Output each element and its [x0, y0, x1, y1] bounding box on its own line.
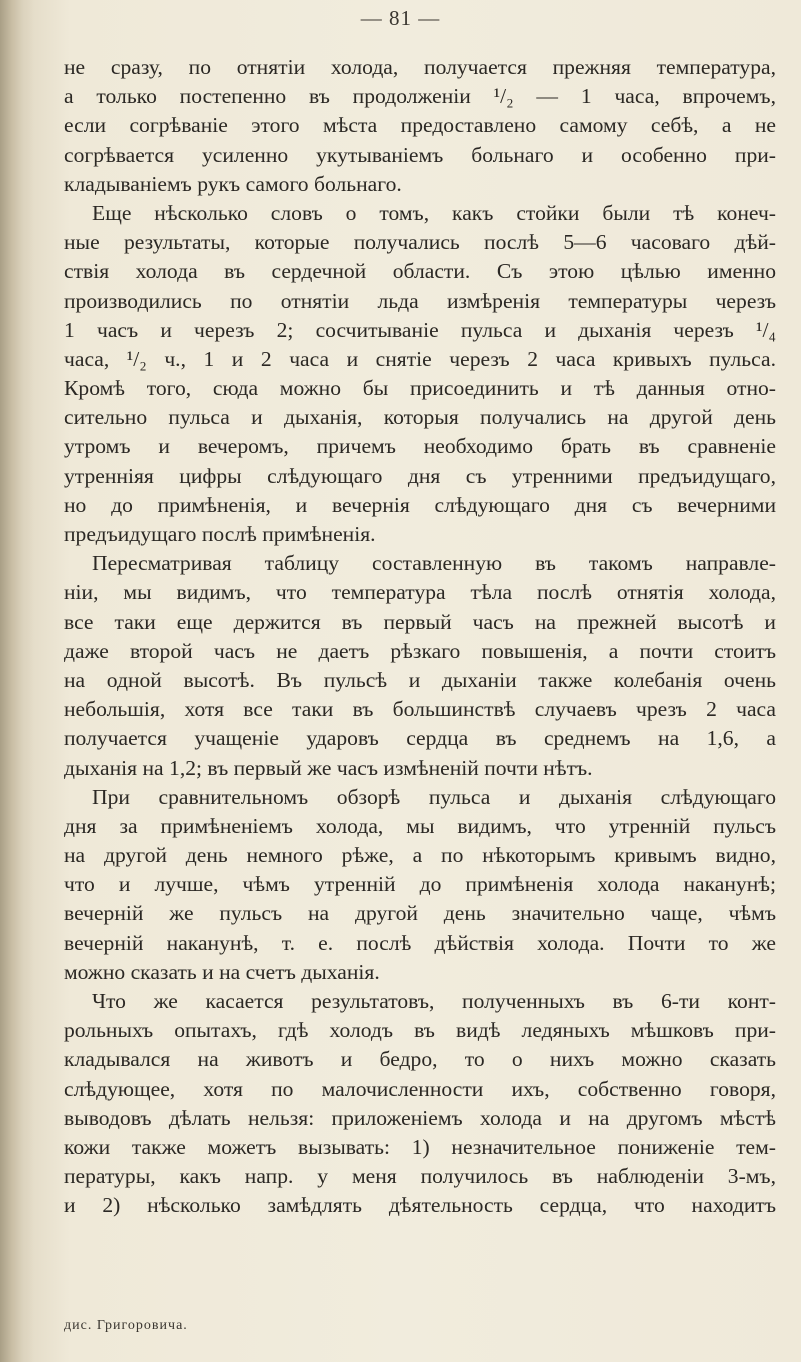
text-line: ные результаты, которые получались послѣ 5—6 часоваго дѣй-	[64, 230, 776, 255]
text-line: дня за примѣненіемъ холода, мы видимъ, что утренній пульсъ	[64, 813, 776, 838]
text-line: Что же касается результатовъ, полученныхъ въ 6-ти конт-	[92, 989, 776, 1013]
text-line: все таки еще держится въ первый часъ на прежней высотѣ и	[64, 609, 776, 634]
text-line: Кромѣ того, сюда можно бы присоединить и тѣ данныя отно-	[64, 376, 776, 401]
text-line: на одной высотѣ. Въ пульсѣ и дыханіи также колебанія очень	[64, 667, 776, 692]
text-line: рольныхъ опытахъ, гдѣ холодъ въ видѣ ледяныхъ мѣшковъ при-	[64, 1018, 776, 1043]
text-line: часа, ¹/₂ ч., 1 и 2 часа и снятіе черезъ 2 часа кривыхъ пульса.	[64, 346, 776, 371]
text-line: кожи также можетъ вызывать: 1) незначительное пониженіе тем-	[64, 1134, 776, 1159]
text-line: кладываніемъ рукъ самого больнаго.	[64, 171, 402, 196]
text-line: вечерній же пульсъ на другой день значительно чаще, чѣмъ	[64, 901, 776, 926]
text-line: на другой день немного рѣже, а по нѣкоторымъ кривымъ видно,	[64, 843, 776, 868]
text-line: даже второй часъ не даетъ рѣзкаго повышенія, а почти стоитъ	[64, 638, 776, 663]
text-line: утромъ и вечеромъ, причемъ необходимо брать въ сравненіе	[64, 434, 776, 459]
text-line: ніи, мы видимъ, что температура тѣла послѣ отнятія холода,	[64, 580, 776, 605]
text-line: вечерній наканунѣ, т. е. послѣ дѣйствія холода. Почти то же	[64, 930, 776, 955]
text-line: кладывался на животъ и бедро, то о нихъ можно сказать	[64, 1047, 776, 1072]
text-line: и 2) нѣсколько замѣдлять дѣятельность сердца, что находитъ	[64, 1193, 776, 1218]
text-line: получается учащеніе ударовъ сердца въ среднемъ на 1,6, а	[64, 726, 776, 751]
text-line: предъидущаго послѣ примѣненія.	[64, 522, 376, 546]
text-line: Еще нѣсколько словъ о томъ, какъ стойки были тѣ конеч-	[92, 200, 776, 225]
text-line: пературы, какъ напр. у меня получилось въ наблюденіи 3-мъ,	[64, 1164, 776, 1189]
signature-footnote: дис. Григоровича.	[64, 1318, 188, 1333]
text-line: сительно пульса и дыханія, которыя получались на другой день	[64, 405, 776, 430]
text-line: 1 часъ и черезъ 2; сосчитываніе пульса и дыханія черезъ ¹/₄	[64, 317, 776, 342]
text-line: выводовъ дѣлать нельзя: приложеніемъ холода и на другомъ мѣстѣ	[64, 1105, 776, 1130]
binding-edge	[0, 0, 34, 1362]
text-body	[64, 53, 776, 1221]
text-line: слѣдующее, хотя по малочисленности ихъ, собственно говоря,	[64, 1076, 776, 1101]
text-line: производились по отнятіи льда измѣренія температуры черезъ	[64, 288, 776, 313]
text-line: утренніяя цифры слѣдующаго дня съ утренними предъидущаго,	[64, 463, 776, 488]
text-line: можно сказать и на счетъ дыханія.	[64, 959, 380, 984]
text-line: ствія холода въ сердечной области. Съ этою цѣлью именно	[64, 259, 776, 284]
text-line: Пересматривая таблицу составленную въ такомъ направле-	[92, 551, 776, 576]
text-line: что и лучше, чѣмъ утренній до примѣненія холода наканунѣ;	[64, 872, 776, 897]
text-line: небольшія, хотя все таки въ большинствѣ случаевъ чрезъ 2 часа	[64, 697, 776, 722]
page-number: — 81 —	[360, 6, 441, 30]
text-line: При сравнительномъ обзорѣ пульса и дыханія слѣдующаго	[92, 784, 776, 809]
text-line: а только постепенно въ продолженіи ¹/₂ — 1 часа, впрочемъ,	[64, 84, 776, 109]
text-line: но до примѣненія, и вечернія слѣдующаго дня съ вечерними	[64, 492, 776, 517]
text-line: не сразу, по отнятіи холода, получается прежняя температура,	[64, 55, 776, 79]
text-line: дыханія на 1,2; въ первый же часъ измѣненій почти нѣтъ.	[64, 755, 593, 780]
text-line: если согрѣваніе этого мѣста предоставлено самому себѣ, а не	[64, 113, 776, 138]
text-line: согрѣвается усиленно укутываніемъ больнаго и особенно при-	[64, 142, 776, 167]
